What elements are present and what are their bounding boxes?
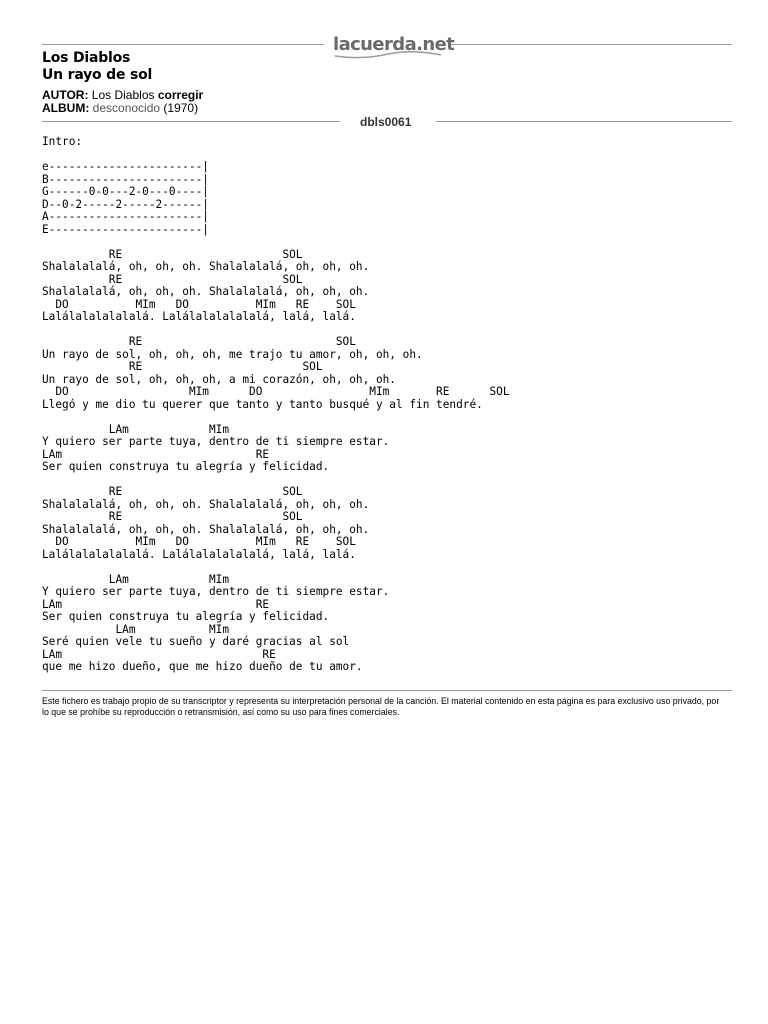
- tab-line: LAm RE: [42, 447, 270, 461]
- tab-line: Ser quien construya tu alegría y felicidad.: [42, 460, 330, 473]
- song-title: Un rayo de sol: [42, 67, 153, 83]
- tab-line: D--0-2-----2-----2------|: [42, 197, 209, 211]
- tab-line: LAm MIm: [42, 422, 230, 436]
- album-year: (1970): [163, 101, 199, 115]
- tab-line: LAm RE: [42, 597, 270, 611]
- tab-line: LAm RE: [42, 647, 276, 661]
- tab-line: Ser quien construya tu alegría y felicidad.: [42, 610, 330, 623]
- author-name[interactable]: Los Diablos: [91, 88, 155, 102]
- correct-link[interactable]: corregir: [157, 88, 204, 102]
- code-rule-left: [42, 121, 340, 122]
- tab-line: Intro:: [42, 135, 83, 148]
- tab-line: B-----------------------|: [42, 172, 209, 186]
- tab-line: G------0-0---2-0---0----|: [42, 185, 209, 198]
- tab-line: Seré quien vele tu sueño y daré gracias al sol: [42, 635, 350, 648]
- tab-line: Y quiero ser parte tuya, dentro de ti siempre estar.: [42, 585, 390, 598]
- tab-line: Un rayo de sol, oh, oh, oh, a mi corazón, oh, oh, oh.: [42, 372, 396, 386]
- tab-line: RE SOL: [42, 247, 303, 261]
- tab-line: RE SOL: [42, 360, 323, 373]
- song-code: dbls0061: [360, 115, 412, 129]
- tab-line: DO MIm DO MIm RE SOL: [42, 535, 356, 548]
- tab-line: E-----------------------|: [42, 222, 209, 236]
- album-label: ALBUM:: [42, 101, 90, 115]
- tab-line: Lalálalalalalalá. Lalálalalalalalá, lalá, lalá.: [42, 547, 356, 561]
- tab-line: DO MIm DO MIm RE SOL: [42, 297, 356, 311]
- tab-line: RE SOL: [42, 510, 303, 523]
- tab-line: Shalalalalá, oh, oh, oh. Shalalalalá, oh, oh, oh.: [42, 522, 370, 536]
- tab-line: [42, 561, 510, 574]
- album-line: [42, 101, 198, 115]
- tab-line: DO MIm DO MIm RE SOL: [42, 385, 510, 398]
- chord-tab-content: [42, 136, 510, 674]
- tab-line: RE SOL: [42, 335, 356, 348]
- tab-line: [42, 411, 510, 424]
- tab-line: Shalalalalá, oh, oh, oh. Shalalalalá, oh, oh, oh.: [42, 497, 370, 511]
- artist-title: Los Diablos: [42, 50, 131, 66]
- site-logo[interactable]: [333, 34, 454, 55]
- author-line: [42, 88, 203, 102]
- site-logo-text: lacuerda.net: [333, 34, 455, 55]
- disclaimer-text: Este fichero es trabajo propio de su transcriptor y representa su interpretación personal de la canción. El material contenido en esta página es para exclusivo uso privado, por lo que se prohíbe su reproducción o retransmisión, así como su uso para fines comerciales.: [42, 696, 720, 717]
- header-rule-left: [42, 44, 324, 45]
- tab-line: RE SOL: [42, 485, 303, 498]
- code-rule-right: [436, 121, 732, 122]
- author-label: AUTOR:: [42, 88, 89, 102]
- logo-swoosh-icon: [333, 50, 443, 60]
- tab-line: e-----------------------|: [42, 160, 209, 173]
- tab-line: [42, 236, 510, 249]
- header-rule-right: [448, 44, 732, 45]
- tab-line: que me hizo dueño, que me hizo dueño de tu amor.: [42, 660, 363, 673]
- tab-line: Llegó y me dio tu querer que tanto y tanto busqué y al fin tendré.: [42, 397, 483, 411]
- tab-line: A-----------------------|: [42, 210, 209, 223]
- album-name[interactable]: desconocido: [92, 101, 161, 115]
- tab-line: LAm MIm: [42, 622, 230, 636]
- tab-line: RE SOL: [42, 272, 303, 286]
- tab-line: Un rayo de sol, oh, oh, oh, me trajo tu amor, oh, oh, oh.: [42, 347, 423, 361]
- tab-line: Shalalalalá, oh, oh, oh. Shalalalalá, oh, oh, oh.: [42, 260, 370, 273]
- tab-line: Y quiero ser parte tuya, dentro de ti siempre estar.: [42, 435, 390, 448]
- tab-line: LAm MIm: [42, 572, 230, 586]
- tab-line: Lalálalalalalalá. Lalálalalalalalá, lalá, lalá.: [42, 310, 356, 323]
- footer-rule: [42, 690, 732, 691]
- tab-line: Shalalalalá, oh, oh, oh. Shalalalalá, oh, oh, oh.: [42, 285, 370, 298]
